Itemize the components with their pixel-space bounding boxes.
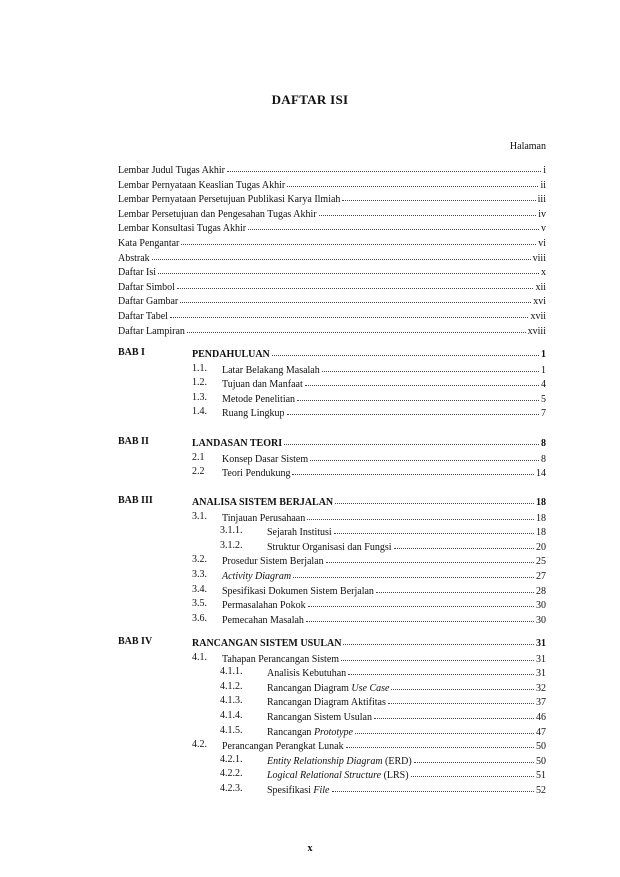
toc-label-text: Metode Penelitian (222, 393, 296, 405)
toc-page-number: 30 (536, 600, 546, 612)
front-matter-entry (118, 192, 546, 206)
dot-leader (335, 494, 534, 504)
toc-label-text: Struktur Organisasi dan Fungsi (267, 541, 392, 553)
dot-leader (248, 220, 539, 230)
toc-page-number: i (543, 165, 546, 176)
toc-entry-label (118, 209, 317, 220)
section-entry (222, 613, 546, 627)
dot-leader (308, 597, 534, 607)
section-entry (267, 783, 546, 797)
toc-page-number: iv (538, 208, 546, 220)
toc-entry-label (267, 683, 389, 694)
toc-label-text: Activity Diagram (222, 571, 292, 582)
toc-page-number: 8 (541, 453, 546, 465)
toc-page-number: 28 (536, 585, 546, 597)
toc-label-text: Rancangan Diagram (267, 682, 352, 694)
halaman-header: Halaman (509, 141, 546, 152)
front-matter-entry (118, 309, 546, 323)
toc-label-text: Perancangan Perangkat Lunak (222, 741, 344, 753)
chapter-title-entry (192, 636, 546, 650)
toc-entry-label (118, 282, 175, 293)
section-number: 3.1.2. (220, 539, 243, 551)
toc-entry-label (118, 180, 285, 191)
dot-leader (297, 391, 539, 401)
toc-entry-label (192, 497, 333, 508)
toc-page-number: xvii (530, 311, 546, 322)
front-matter-entry (118, 324, 546, 338)
section-entry (222, 392, 546, 406)
toc-page-number: 50 (536, 741, 546, 753)
dot-leader (391, 680, 534, 690)
front-matter-entry (118, 280, 546, 294)
toc-label-text: Lembar Konsultasi Tugas Akhir (118, 223, 247, 235)
section-entry (222, 406, 546, 420)
dot-leader (180, 293, 531, 303)
toc-label-text: Konsep Dasar Sistem (222, 453, 309, 465)
toc-page-number: viii (532, 252, 546, 264)
section-entry (267, 768, 546, 782)
dot-leader (388, 694, 534, 704)
dot-leader (181, 235, 536, 245)
section-entry (267, 540, 546, 554)
toc-page-number: 47 (536, 726, 546, 738)
section-number: 4.1.2. (220, 680, 243, 692)
toc-page-number: 31 (536, 653, 546, 665)
toc-entry-label (118, 296, 178, 307)
section-entry (222, 554, 546, 568)
toc-label-text: Permasalahan Pokok (222, 600, 306, 612)
section-entry (267, 681, 546, 695)
front-matter-entry (118, 207, 546, 221)
toc-label-text: Lembar Judul Tugas Akhir (118, 165, 225, 176)
toc-page-number: 4 (541, 379, 546, 391)
section-entry (222, 363, 546, 377)
front-matter-entry (118, 251, 546, 265)
dot-leader (346, 738, 534, 748)
dot-leader (376, 583, 534, 593)
toc-label-text: Analisis Kebutuhan (267, 668, 347, 680)
toc-page-number: x (541, 267, 546, 279)
page-title: DAFTAR ISI (271, 92, 349, 107)
toc-label-text: Prosedur Sistem Berjalan (222, 556, 324, 568)
dot-leader (305, 376, 539, 386)
toc-label-text: Rancangan (267, 726, 314, 738)
toc-entry-label (267, 527, 332, 538)
toc-entry-label (222, 556, 324, 567)
section-number: 3.4. (192, 583, 207, 595)
section-number: 2.1 (192, 451, 205, 463)
toc-page-number: xvi (533, 296, 546, 308)
dot-leader (272, 346, 539, 356)
section-number: 4.1. (192, 651, 207, 663)
toc-entry-label (118, 223, 246, 234)
section-entry (267, 695, 546, 709)
section-number: 3.1.1. (220, 525, 243, 537)
front-matter-entry (118, 221, 546, 235)
toc-label-text: ANALISA SISTEM BERJALAN (192, 497, 334, 508)
toc-entry-label (222, 741, 344, 752)
toc-entry-label (118, 311, 168, 322)
toc-label-text: RANCANGAN SISTEM USULAN (192, 638, 342, 649)
toc-page-number: iii (537, 194, 546, 206)
section-entry (222, 584, 546, 598)
toc-label-text: Lembar Pernyataan Persetujuan Publikasi Karya Ilmiah (118, 194, 341, 206)
toc-label-text: LANDASAN TEORI (192, 438, 283, 449)
toc-label-text: Daftar Lampiran (118, 325, 185, 337)
toc-page-number: 25 (536, 556, 546, 568)
section-number: 4.2.3. (220, 783, 243, 794)
dot-leader (414, 753, 534, 763)
dot-leader (322, 362, 539, 372)
toc-label-text: Lembar Persetujuan dan Pengesahan Tugas Akhir (118, 208, 317, 220)
chapter-label: BAB I (118, 347, 145, 358)
dot-leader (334, 524, 534, 534)
toc-label-text: Spesifikasi (267, 785, 314, 796)
toc-label-text: Entity Relationship Diagram (267, 755, 383, 767)
dot-leader (342, 191, 535, 201)
toc-page-number: 31 (536, 668, 546, 680)
toc-page-number: 1 (541, 364, 546, 376)
toc-entry-label (222, 513, 305, 524)
toc-entry-label (222, 654, 339, 665)
dot-leader (293, 568, 534, 578)
dot-leader (187, 323, 526, 333)
toc-entry-label (222, 586, 374, 597)
front-matter-entry (118, 236, 546, 250)
toc-entry-label (222, 468, 290, 479)
section-entry (222, 377, 546, 391)
dot-leader (411, 767, 534, 777)
front-matter-entry (118, 294, 546, 308)
dot-leader (374, 709, 534, 719)
toc-page-number: xii (535, 281, 546, 293)
dot-leader (307, 510, 534, 520)
toc-label-text: Kata Pengantar (118, 238, 180, 249)
toc-page-number: 8 (541, 438, 546, 449)
toc-entry-label (267, 697, 386, 708)
toc-entry-label (267, 770, 409, 781)
section-entry (222, 652, 546, 666)
section-number: 2.2 (192, 466, 205, 478)
toc-entry-label (222, 379, 303, 390)
toc-label-text: (ERD) (382, 755, 412, 767)
toc-entry-label (222, 394, 295, 405)
toc-label-text: Daftar Tabel (118, 311, 168, 322)
toc-entry-label (222, 600, 306, 611)
dot-leader (170, 308, 529, 318)
front-matter-entry (118, 265, 546, 279)
dot-leader (287, 405, 540, 415)
toc-label-text: Sejarah Institusi (267, 527, 332, 539)
chapter-label: BAB IV (118, 636, 153, 647)
section-entry (222, 598, 546, 612)
section-number: 1.1. (192, 362, 207, 374)
toc-entry-label (222, 615, 304, 626)
toc-page-number: 50 (536, 755, 546, 767)
dot-leader (332, 782, 535, 792)
toc-page-number: 7 (541, 408, 546, 420)
dot-leader (348, 665, 534, 675)
section-number: 3.2. (192, 554, 207, 566)
toc-page-number: xviii (527, 325, 546, 337)
section-number: 4.2.2. (220, 768, 243, 780)
toc-page-number: 32 (536, 682, 546, 694)
toc-label-text: Daftar Simbol (118, 281, 175, 293)
section-number: 4.1.5. (220, 724, 243, 736)
dot-leader (227, 162, 541, 172)
dot-leader (287, 177, 538, 187)
section-number: 1.2. (192, 377, 207, 389)
section-entry (267, 725, 546, 739)
dot-leader (341, 651, 534, 661)
chapter-title-entry (192, 436, 546, 450)
toc-entry-label (267, 756, 412, 767)
toc-label-text: Tinjauan Perusahaan (222, 512, 306, 524)
toc-label-text: Pemecahan Masalah (222, 614, 304, 626)
toc-label-text: Rancangan Diagram Aktifitas (267, 697, 386, 709)
dot-leader (177, 279, 534, 289)
toc-page-number: 1 (541, 349, 546, 360)
toc-page-number: 18 (536, 527, 546, 539)
toc-entry-label (192, 638, 341, 649)
toc-page-number: 52 (536, 785, 546, 796)
toc-page-number: 37 (536, 697, 546, 709)
section-number: 3.6. (192, 612, 207, 624)
toc-entry-label (267, 668, 346, 679)
section-entry (222, 452, 546, 466)
toc-page-number: 30 (536, 614, 546, 626)
toc-entry-label (222, 454, 308, 465)
toc-entry-label (222, 365, 320, 376)
dot-leader (158, 264, 539, 274)
section-number: 1.3. (192, 391, 207, 403)
dot-leader (310, 451, 539, 461)
toc-entry-label (118, 194, 340, 205)
toc-entry-label (267, 542, 392, 553)
toc-label-text: Lembar Pernyataan Keaslian Tugas Akhir (118, 179, 286, 191)
section-number: 4.1.1. (220, 666, 243, 678)
toc-entry-label (118, 253, 150, 264)
toc-entry-label (267, 727, 353, 738)
toc-label-text: PENDAHULUAN (192, 349, 270, 360)
toc-label-text: Ruang Lingkup (222, 408, 285, 420)
toc-page-number: 51 (536, 770, 546, 782)
chapter-title-entry (192, 495, 546, 509)
dot-leader (343, 635, 534, 645)
toc-label-text: Tahapan Perancangan Sistem (222, 653, 340, 665)
toc-page-number: 20 (536, 541, 546, 553)
toc-page-number: 46 (536, 712, 546, 723)
toc-entry-label (192, 438, 282, 449)
toc-entry-label (222, 571, 291, 582)
toc-entry-label (192, 349, 270, 360)
section-entry (267, 666, 546, 680)
toc-label-text: Rancangan Sistem Usulan (267, 712, 372, 723)
dot-leader (394, 539, 534, 549)
toc-entry-label (118, 267, 156, 278)
toc-label-text: Teori Pendukung (222, 468, 291, 480)
section-number: 1.4. (192, 406, 207, 418)
toc-label-text: Logical Relational Structure (267, 770, 382, 782)
toc-page-number: v (541, 223, 546, 235)
toc-entry-label (118, 238, 179, 249)
section-number: 3.5. (192, 598, 207, 610)
toc-label-text: Daftar Isi (118, 267, 157, 279)
toc-label-text: Tujuan dan Manfaat (222, 379, 303, 391)
page-number: x (307, 843, 313, 854)
dot-leader (319, 206, 537, 216)
chapter-label: BAB II (118, 436, 149, 447)
dot-leader (355, 724, 534, 734)
section-entry (222, 511, 546, 525)
dot-leader (306, 612, 534, 622)
section-number: 3.1. (192, 510, 207, 522)
toc-page-number: 18 (536, 497, 546, 508)
toc-label-text: Prototype (313, 726, 353, 738)
toc-entry-label (222, 408, 285, 419)
toc-entry-label (267, 712, 372, 723)
section-entry (222, 466, 546, 480)
toc-label-text: (LRS) (381, 770, 409, 782)
section-number: 3.3. (192, 569, 207, 580)
front-matter-entry (118, 163, 546, 177)
dot-leader (326, 553, 534, 563)
section-number: 4.1.3. (220, 695, 243, 707)
toc-entry-label (267, 785, 330, 796)
section-entry (222, 569, 546, 583)
dot-leader (152, 250, 531, 260)
dot-leader (292, 465, 534, 475)
toc-page-number: 14 (536, 468, 546, 480)
toc-page-number: 5 (541, 393, 546, 405)
toc-label-text: Use Case (351, 682, 390, 694)
section-number: 4.2.1. (220, 753, 243, 765)
toc-label-text: Spesifikasi Dokumen Sistem Berjalan (222, 585, 374, 597)
toc-label-text: Daftar Gambar (118, 296, 179, 308)
toc-page-number: vi (538, 238, 546, 249)
dot-leader (284, 435, 539, 445)
section-number: 4.2. (192, 739, 207, 751)
toc-page-number: ii (540, 179, 546, 191)
section-entry (267, 710, 546, 724)
section-number: 4.1.4. (220, 710, 243, 721)
toc-entry-label (118, 326, 185, 337)
section-entry (267, 754, 546, 768)
toc-page-number: 27 (536, 571, 546, 582)
toc-page-number: 31 (536, 638, 546, 649)
toc-label-text: File (313, 785, 330, 796)
toc-entry-label (118, 165, 225, 176)
chapter-title-entry (192, 347, 546, 361)
section-entry (222, 739, 546, 753)
toc-label-text: Latar Belakang Masalah (222, 364, 320, 376)
section-entry (267, 525, 546, 539)
front-matter-entry (118, 178, 546, 192)
toc-page-number: 18 (536, 512, 546, 524)
toc-label-text: Abstrak (118, 252, 150, 264)
chapter-label: BAB III (118, 495, 153, 506)
